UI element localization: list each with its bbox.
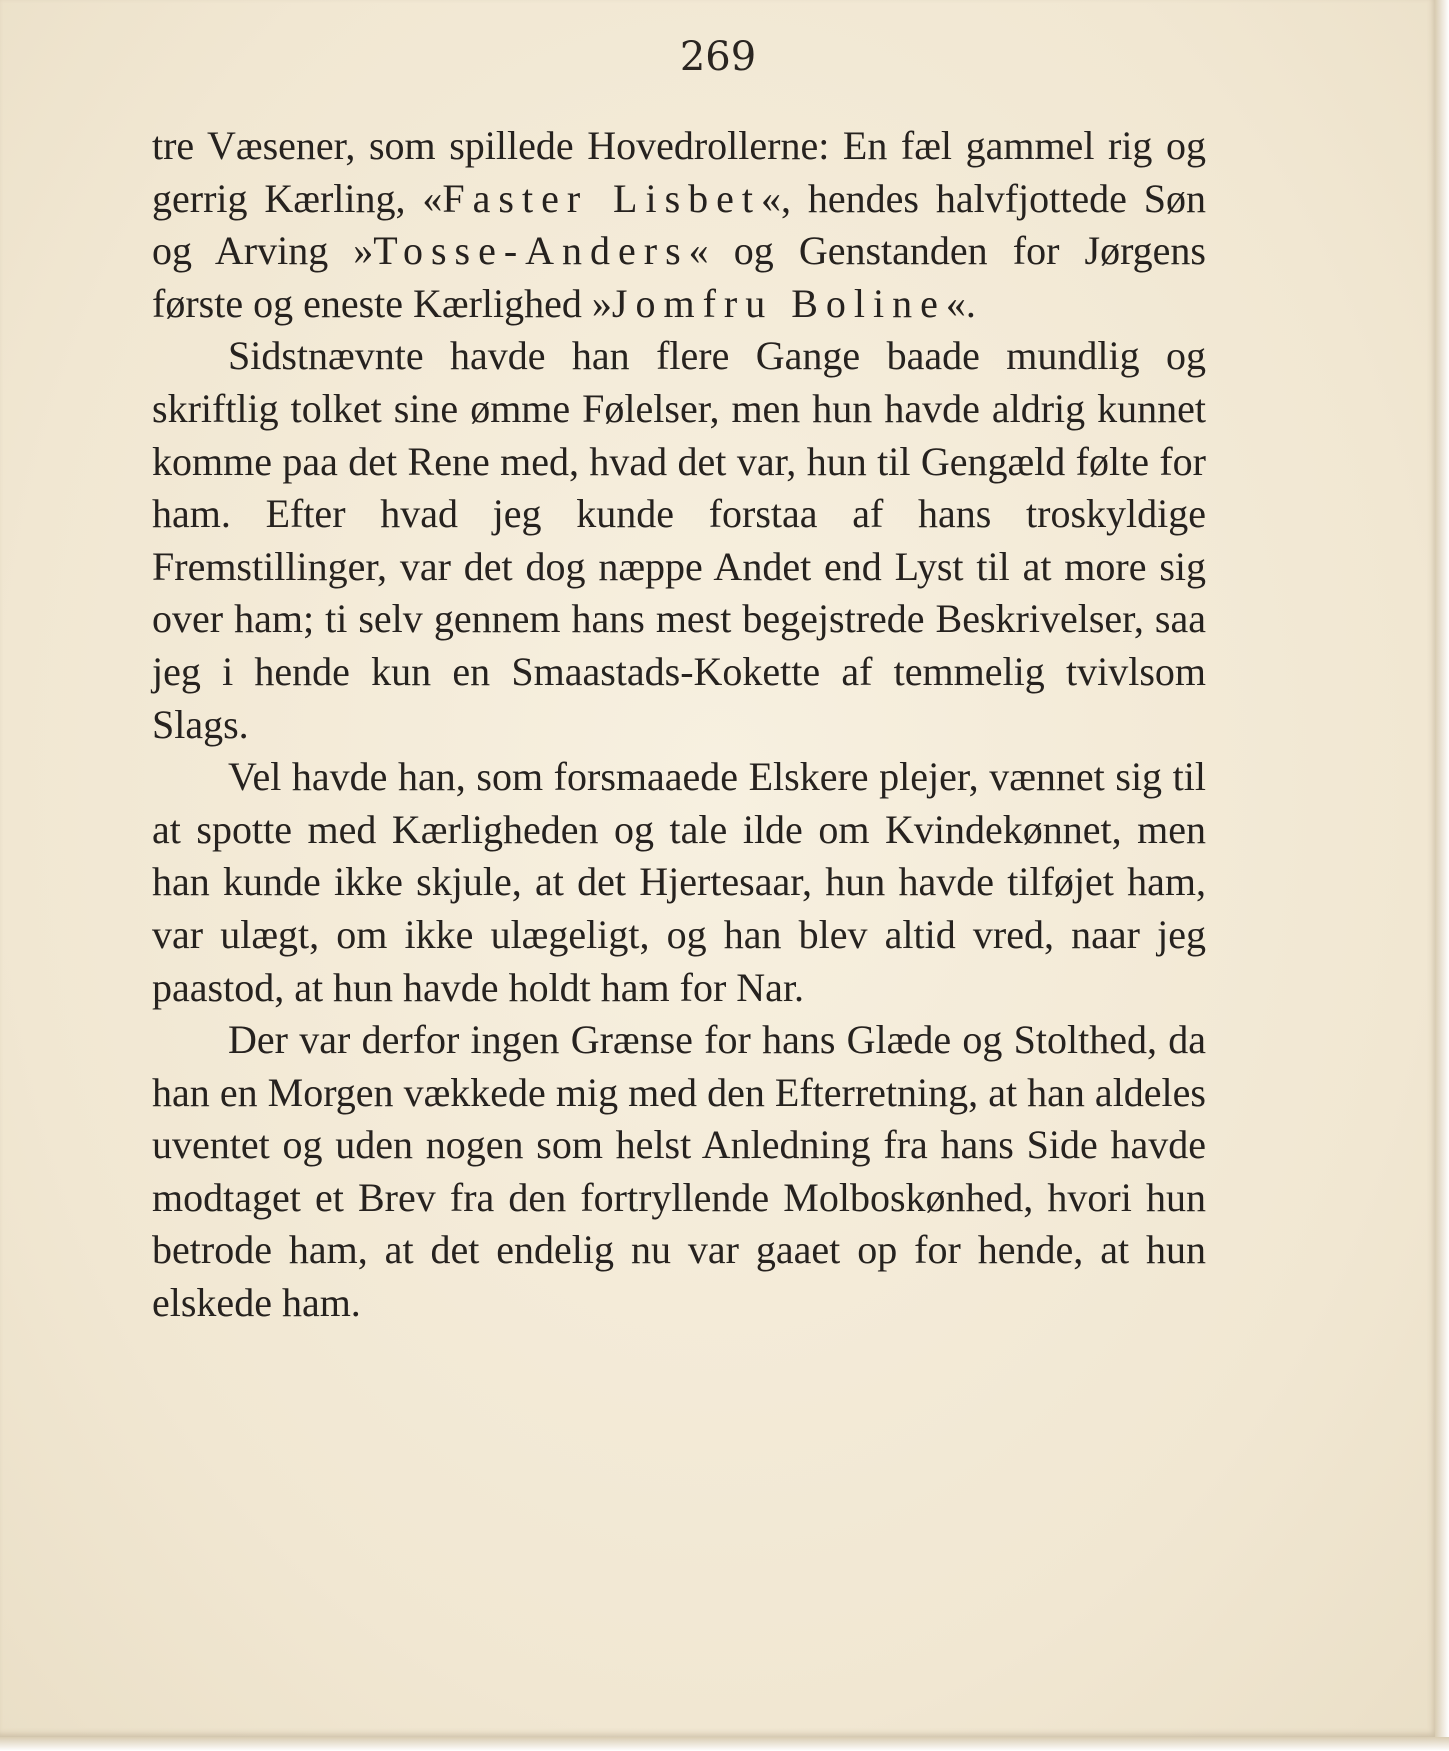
paragraph-1: [152, 120, 1206, 330]
paragraph-2: Sidstnævnte havde han flere Gange baade mundlig og skriftlig tolket sine ømme Følelser, men hun havde aldrig kunnet komme paa det Rene med, hvad det var, hun til Gengæld følte for ham. Efter hvad jeg kunde forstaa af hans troskyldige Fremstillinger, var det dog næppe Andet end Lyst til at more sig over ham; ti selv gennem hans mest begejstrede Beskrivelser, saa jeg i hende kun en Smaastads-Kokette af temmelig tvivlsom Slags.: [152, 333, 1206, 747]
paragraph-3: Vel havde han, som forsmaaede Elskere plejer, vænnet sig til at spotte med Kærligheden og tale ilde om Kvindekønnet, men han kunde ikke skjule, at det Hjertesaar, hun havde tilføjet ham, var ulægt, om ikke ulægeligt, og han blev altid vred, naar jeg paastod, at hun havde holdt ham for Nar.: [152, 754, 1206, 1010]
text-segment: «.: [945, 280, 976, 326]
page-number: 269: [679, 34, 757, 80]
page-bottom-shadow: [0, 1737, 1449, 1751]
paragraph-4: Der var derfor ingen Grænse for hans Glæde og Stolthed, da han en Morgen vækkede mig med den Efterretning, at han aldeles uventet og uden nogen som helst Anledning fra hans Side havde modtaget et Brev fra den fortryllende Molboskønhed, hvori hun betrode ham, at det endelig nu var gaaet op for hende, at hun elskede ham.: [152, 1017, 1206, 1326]
spaced-name: Faster Lisbet: [442, 175, 762, 221]
body-text: [152, 120, 1206, 1330]
text-segment: «, hendes halvfjottede Søn og Arving »: [152, 175, 1207, 274]
spaced-name: Tosse-Anders: [373, 228, 689, 274]
text-segment: tre Væsener, som spillede Hovedrollerne: En fæl gammel rig og gerrig Kærling, «: [152, 123, 1206, 221]
text-segment: « og Genstanden for Jørgens første og eneste Kærlighed »: [152, 228, 1206, 326]
spaced-name: Jomfru Boline: [611, 280, 946, 326]
page-edge-shadow: [1435, 0, 1449, 1751]
